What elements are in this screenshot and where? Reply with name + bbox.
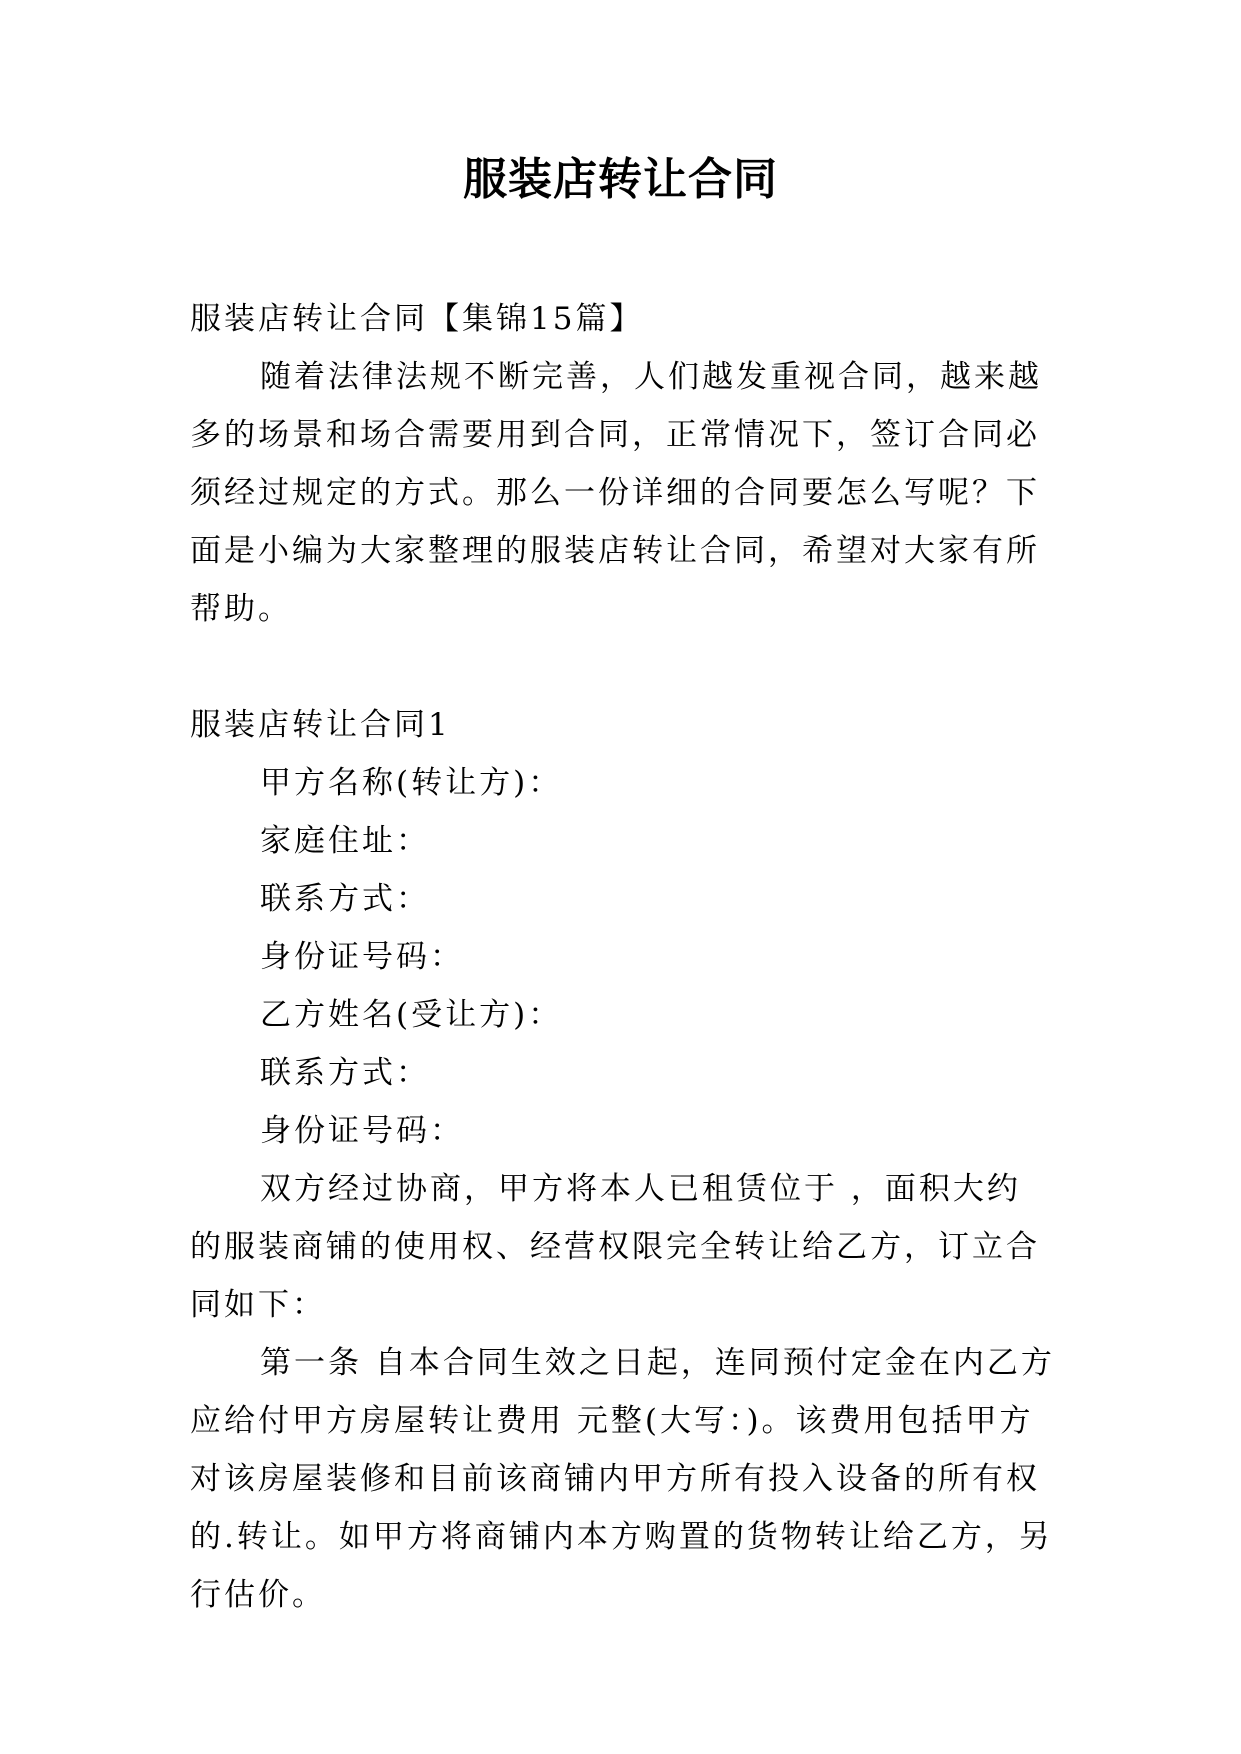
field-party-b-contact: 联系方式：: [260, 1055, 430, 1091]
article-one-paragraph: 第一条 自本合同生效之日起，连同预付定金在内乙方应给付甲方房屋转让费用 元整(大写：)。该费用包括甲方对该房屋装修和目前该商铺内甲方所有投入设备的所有权的.转让。如甲方将商铺内本方购置的货物转让给乙方，另行估价。: [190, 1345, 1055, 1613]
field-party-a-id-number: 身份证号码：: [260, 939, 464, 975]
collection-heading: 服装店转让合同【集锦15篇】: [190, 301, 644, 337]
intro-paragraph: 随着法律法规不断完善，人们越发重视合同，越来越多的场景和场合需要用到合同，正常情况下，签订合同必须经过规定的方式。那么一份详细的合同要怎么写呢？下面是小编为大家整理的服装店转让合同，希望对大家有所帮助。: [190, 359, 1042, 627]
field-party-a-name: 甲方名称(转让方)：: [260, 765, 563, 801]
document-body: [190, 290, 1060, 1624]
field-party-b-id-number: 身份证号码：: [260, 1113, 464, 1149]
field-home-address: 家庭住址：: [260, 823, 430, 859]
field-party-a-contact: 联系方式：: [260, 881, 430, 917]
field-party-b-name: 乙方姓名(受让方)：: [260, 997, 563, 1033]
section-spacer: [190, 638, 1060, 696]
document-title: 服装店转让合同: [463, 154, 778, 205]
agreement-paragraph: 双方经过协商，甲方将本人已租赁位于 ，面积大约 的服装商铺的使用权、经营权限完全转让给乙方，订立合同如下：: [190, 1171, 1040, 1323]
section-heading: 服装店转让合同1: [190, 707, 451, 743]
